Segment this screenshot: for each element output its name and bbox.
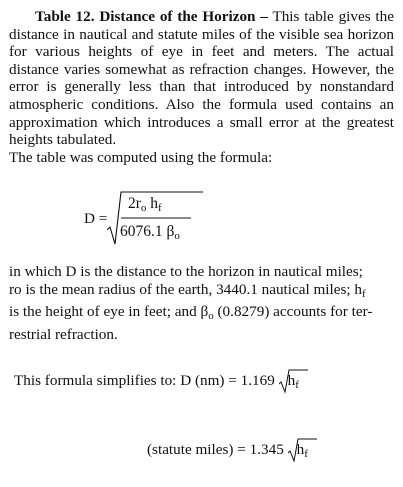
square-root-sign: [279, 368, 309, 394]
computed-text: The table was computed using the formula:: [9, 148, 273, 166]
document-body: [9, 8, 394, 166]
statute-formula-text: (statute miles) = 1.345: [147, 441, 284, 458]
definition-line: ro is the mean radius of the earth, 3440.1 nautical miles; $h_f$: [9, 280, 366, 300]
intro-text: This table gives the distance in nautical and statute miles of the visible sea horizon for various heights of eye in feet and meters. The actual distance varies somewhat as refraction changes. However, the error is generally less than that introduced by nonstandard atmospheric conditions. Also the formula used contains an approximation which introduces a small error at the greatest heights tabulated.: [9, 8, 394, 149]
horizon-formula: [84, 190, 204, 248]
definition-line: restrial refraction.: [9, 325, 118, 343]
formula-denominator: 6076.1 $\beta_o$: [120, 223, 180, 242]
intro-paragraph: [9, 8, 394, 149]
formula-lhs: D =: [84, 210, 108, 227]
definition-line: is the height of eye in feet; and $\beta_o$ (0.8279) accounts for ter-: [9, 303, 373, 323]
formula-numerator: $2r_o$ $h_f$: [128, 195, 162, 214]
nautical-formula-text: This formula simplifies to: D (nm) = 1.169: [14, 372, 275, 389]
square-root-sign: [288, 437, 318, 463]
definition-line: in which D is the distance to the horizon in nautical miles;: [9, 263, 363, 280]
nautical-radical: $h_f$: [279, 372, 299, 391]
variable-definitions: [9, 263, 394, 343]
table-title: Table 12. Distance of the Horizon –: [35, 8, 268, 25]
statute-formula: [147, 441, 308, 460]
statute-radical: $h_f$: [288, 441, 308, 460]
nautical-formula: [14, 372, 299, 391]
